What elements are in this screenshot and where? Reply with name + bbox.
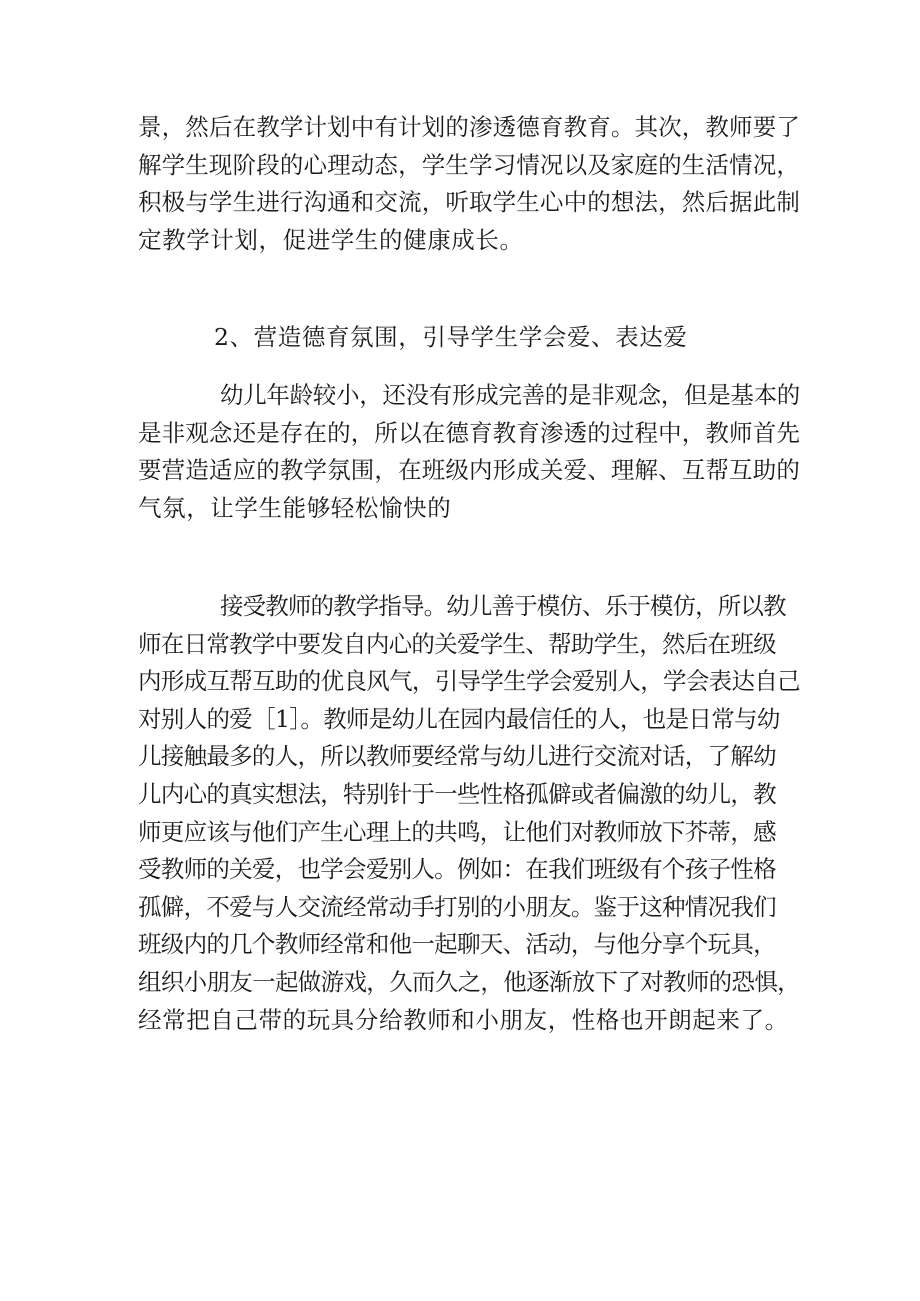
paragraph-line: 要营造适应的教学氛围，在班级内形成关爱、理解、互帮互助的 [138,456,800,485]
paragraph-line: 是非观念还是存在的，所以在德育教育渗透的过程中，教师首先 [138,418,800,447]
paragraph-line: 儿接触最多的人，所以教师要经常与幼儿进行交流对话，了解幼 [138,742,776,771]
paragraph-line: 师更应该与他们产生心理上的共鸣，让他们对教师放下芥蒂，感 [138,817,776,846]
paragraph-line: 定教学计划，促进学生的健康成长。 [138,225,524,254]
paragraph-3 [138,377,800,527]
paragraph-line: 接受教师的教学指导。幼儿善于模仿、乐于模仿，所以教 [220,592,786,620]
paragraph-line: 儿内心的真实想法，特别针于一些性格孤僻或者偏激的幼儿，教 [138,779,776,808]
paragraph-line: 受教师的关爱，也学会爱别人。例如：在我们班级有个孩子性格 [138,855,776,884]
paragraph-line: 经常把自己带的玩具分给教师和小朋友，性格也开朗起来了。 [138,1005,789,1034]
paragraph-line: 景，然后在教学计划中有计划的渗透德育教育。其次，教师要了 [138,113,800,141]
paragraph-line: 对别人的爱［1］。教师是幼儿在园内最信任的人，也是日常与幼 [138,704,780,733]
section-heading [138,319,687,357]
section-heading-text: 2、营造德育氛围，引导学生学会爱、表达爱 [214,323,688,351]
paragraph-line: 师在日常教学中要发自内心的关爱学生、帮助学生，然后在班级 [138,629,776,658]
paragraph-line: 气氛，让学生能够轻松愉快的 [138,493,452,522]
paragraph-line: 积极与学生进行沟通和交流，听取学生心中的想法，然后据此制 [138,188,800,217]
paragraph-line: 班级内的几个教师经常和他一起聊天、活动，与他分享个玩具， [138,930,776,959]
paragraph-line: 幼儿年龄较小，还没有形成完善的是非观念，但是基本的 [220,381,800,409]
paragraph-4 [138,588,800,1039]
paragraph-line: 内形成互帮互助的优良风气，引导学生学会爱别人，学会表达自己 [138,667,800,696]
paragraph-1 [138,109,800,259]
paragraph-line: 解学生现阶段的心理动态，学生学习情况以及家庭的生活情况， [138,150,800,179]
paragraph-line: 组织小朋友一起做游戏，久而久之，他逐渐放下了对教师的恐惧， [138,967,800,996]
paragraph-line: 孤僻，不爱与人交流经常动手打别的小朋友。鉴于这种情况我们 [138,892,776,921]
